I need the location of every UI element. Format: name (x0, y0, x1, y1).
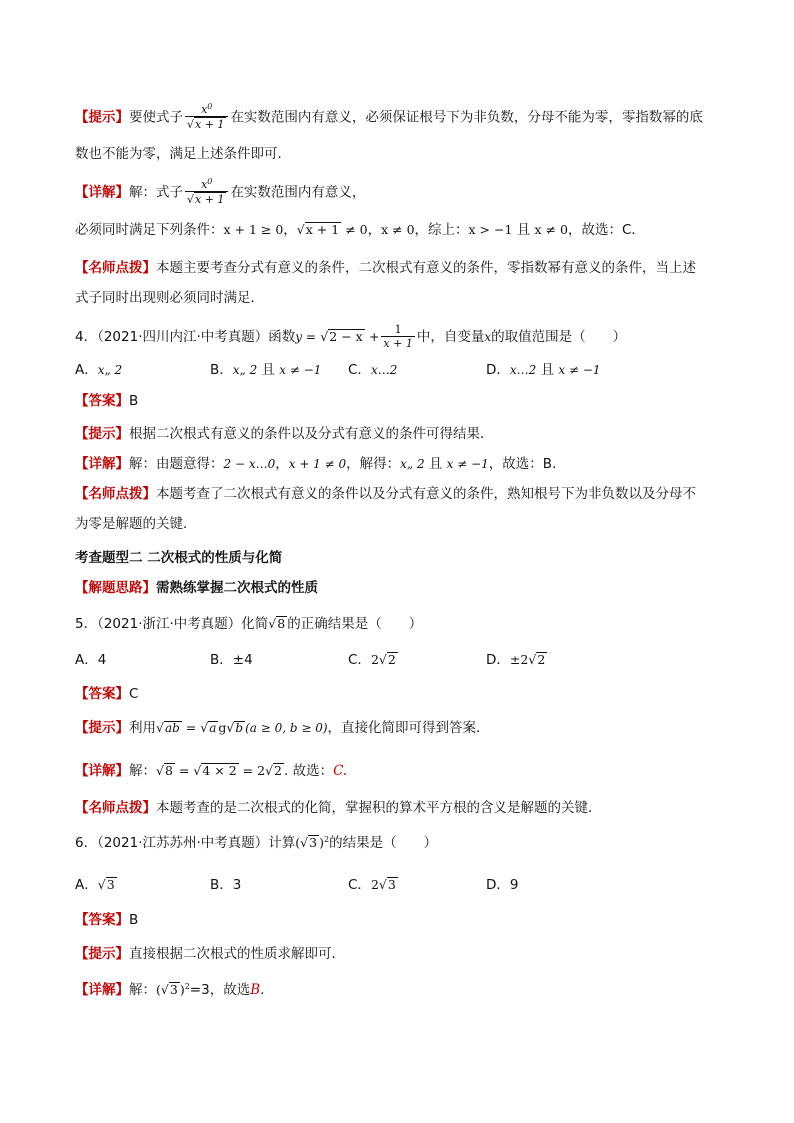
p3-hint-line1: 【提示】要使式子 $\frac{x^0}{√x + 1}$ 在实数范围内有意义，必须保证根号下为非负数，分母不能为零，零指数幂的底 (75, 102, 703, 131)
q5-answer: 【答案】C (75, 686, 139, 702)
q5-option-c[interactable]: C．2√2 (348, 652, 396, 668)
q5-comment: 【名师点拨】本题考查的是二次根式的化简，掌握积的算术平方根的含义是解题的关键． (75, 800, 602, 816)
p3-conditions: 必须同时满足下列条件：x + 1 ≥ 0，√x + 1 ≠ 0，x ≠ 0，综上：x > −1 且 x ≠ 0，故选：C． (75, 222, 645, 238)
hint-tag: 【提示】 (75, 109, 129, 126)
p3-comment-line1: 【名师点拨】本题主要考查分式有意义的条件，二次根式有意义的条件，零指数幂有意义的条件，当上述 (75, 260, 696, 276)
q4-answer: 【答案】B (75, 393, 139, 409)
p3-detail-line1: 【详解】解：式子 $\frac{x^0}{√x + 1}$ 在实数范围内有意义， (75, 177, 366, 206)
q5-option-a[interactable]: A．4 (75, 652, 107, 668)
q5-option-b[interactable]: B．±4 (210, 652, 253, 668)
p3-hint-fraction: $\frac{x^0}{√x + 1}$ (185, 103, 228, 132)
section2-approach: 【解题思路】需熟练掌握二次根式的性质 (75, 580, 318, 596)
q6-option-d[interactable]: D．9 (486, 877, 519, 893)
q4-option-d[interactable]: D．x…2 且 x ≠ −1 (486, 362, 601, 378)
q6-option-b[interactable]: B．3 (210, 877, 242, 893)
q4-comment-line2: 为零是解题的关键． (75, 516, 197, 532)
q5-hint: 【提示】利用√ab = √a g√b (a ≥ 0, b ≥ 0)，直接化简即可得到答案． (75, 720, 490, 736)
q6-option-a[interactable]: A．√3 (75, 877, 115, 893)
q5-stem: 5．（2021·浙江·中考真题）化简√8 的正确结果是（ ） (75, 616, 423, 632)
answer-tag: 【答案】 (75, 393, 129, 409)
q4-stem: 4．（2021·四川内江·中考真题）函数y = √2 − x + $\frac{1}{x + 1}$ 中，自变量x的取值范围是（ ） (75, 323, 627, 350)
p3-detail-fraction: $\frac{x^0}{√x + 1}$ (185, 178, 228, 207)
q4-option-a[interactable]: A．x„ 2 (75, 362, 123, 378)
p3-hint-line2: 数也不能为零，满足上述条件即可． (75, 146, 291, 162)
section2-title: 考查题型二 二次根式的性质与化简 (75, 550, 283, 566)
q6-answer: 【答案】B (75, 912, 139, 928)
comment-tag: 【名师点拨】 (75, 260, 156, 276)
q6-stem: 6．（2021·江苏苏州·中考真题）计算(√3 )$^2$的结果是（ ） (75, 835, 438, 851)
q4-hint: 【提示】根据二次根式有意义的条件以及分式有意义的条件可得结果． (75, 426, 494, 442)
q6-option-c[interactable]: C．2√3 (348, 877, 396, 893)
q4-option-b[interactable]: B．x„ 2 且 x ≠ −1 (210, 362, 322, 378)
q4-fraction: $\frac{1}{x + 1}$ (383, 323, 413, 350)
q6-detail: 【详解】解：(√3 )$^2$=3，故选B. (75, 982, 265, 998)
q4-detail: 【详解】解：由题意得：2 − x…0，x + 1 ≠ 0，解得：x„ 2 且 x ≠ −1，故选：B． (75, 456, 566, 472)
q4-comment-line1: 【名师点拨】本题考查了二次根式有意义的条件以及分式有意义的条件，熟知根号下为非负数以及分母不 (75, 486, 696, 502)
q5-option-d[interactable]: D．±2√2 (486, 652, 546, 668)
p3-comment-line2: 式子同时出现则必须同时满足． (75, 290, 264, 306)
q5-detail: 【详解】解：√8 = √4 × 2 = 2√2 . 故选：C. (75, 763, 348, 779)
q4-option-c[interactable]: C．x…2 (348, 362, 398, 378)
q6-hint: 【提示】直接根据二次根式的性质求解即可． (75, 946, 345, 962)
detail-tag: 【详解】 (75, 184, 129, 201)
